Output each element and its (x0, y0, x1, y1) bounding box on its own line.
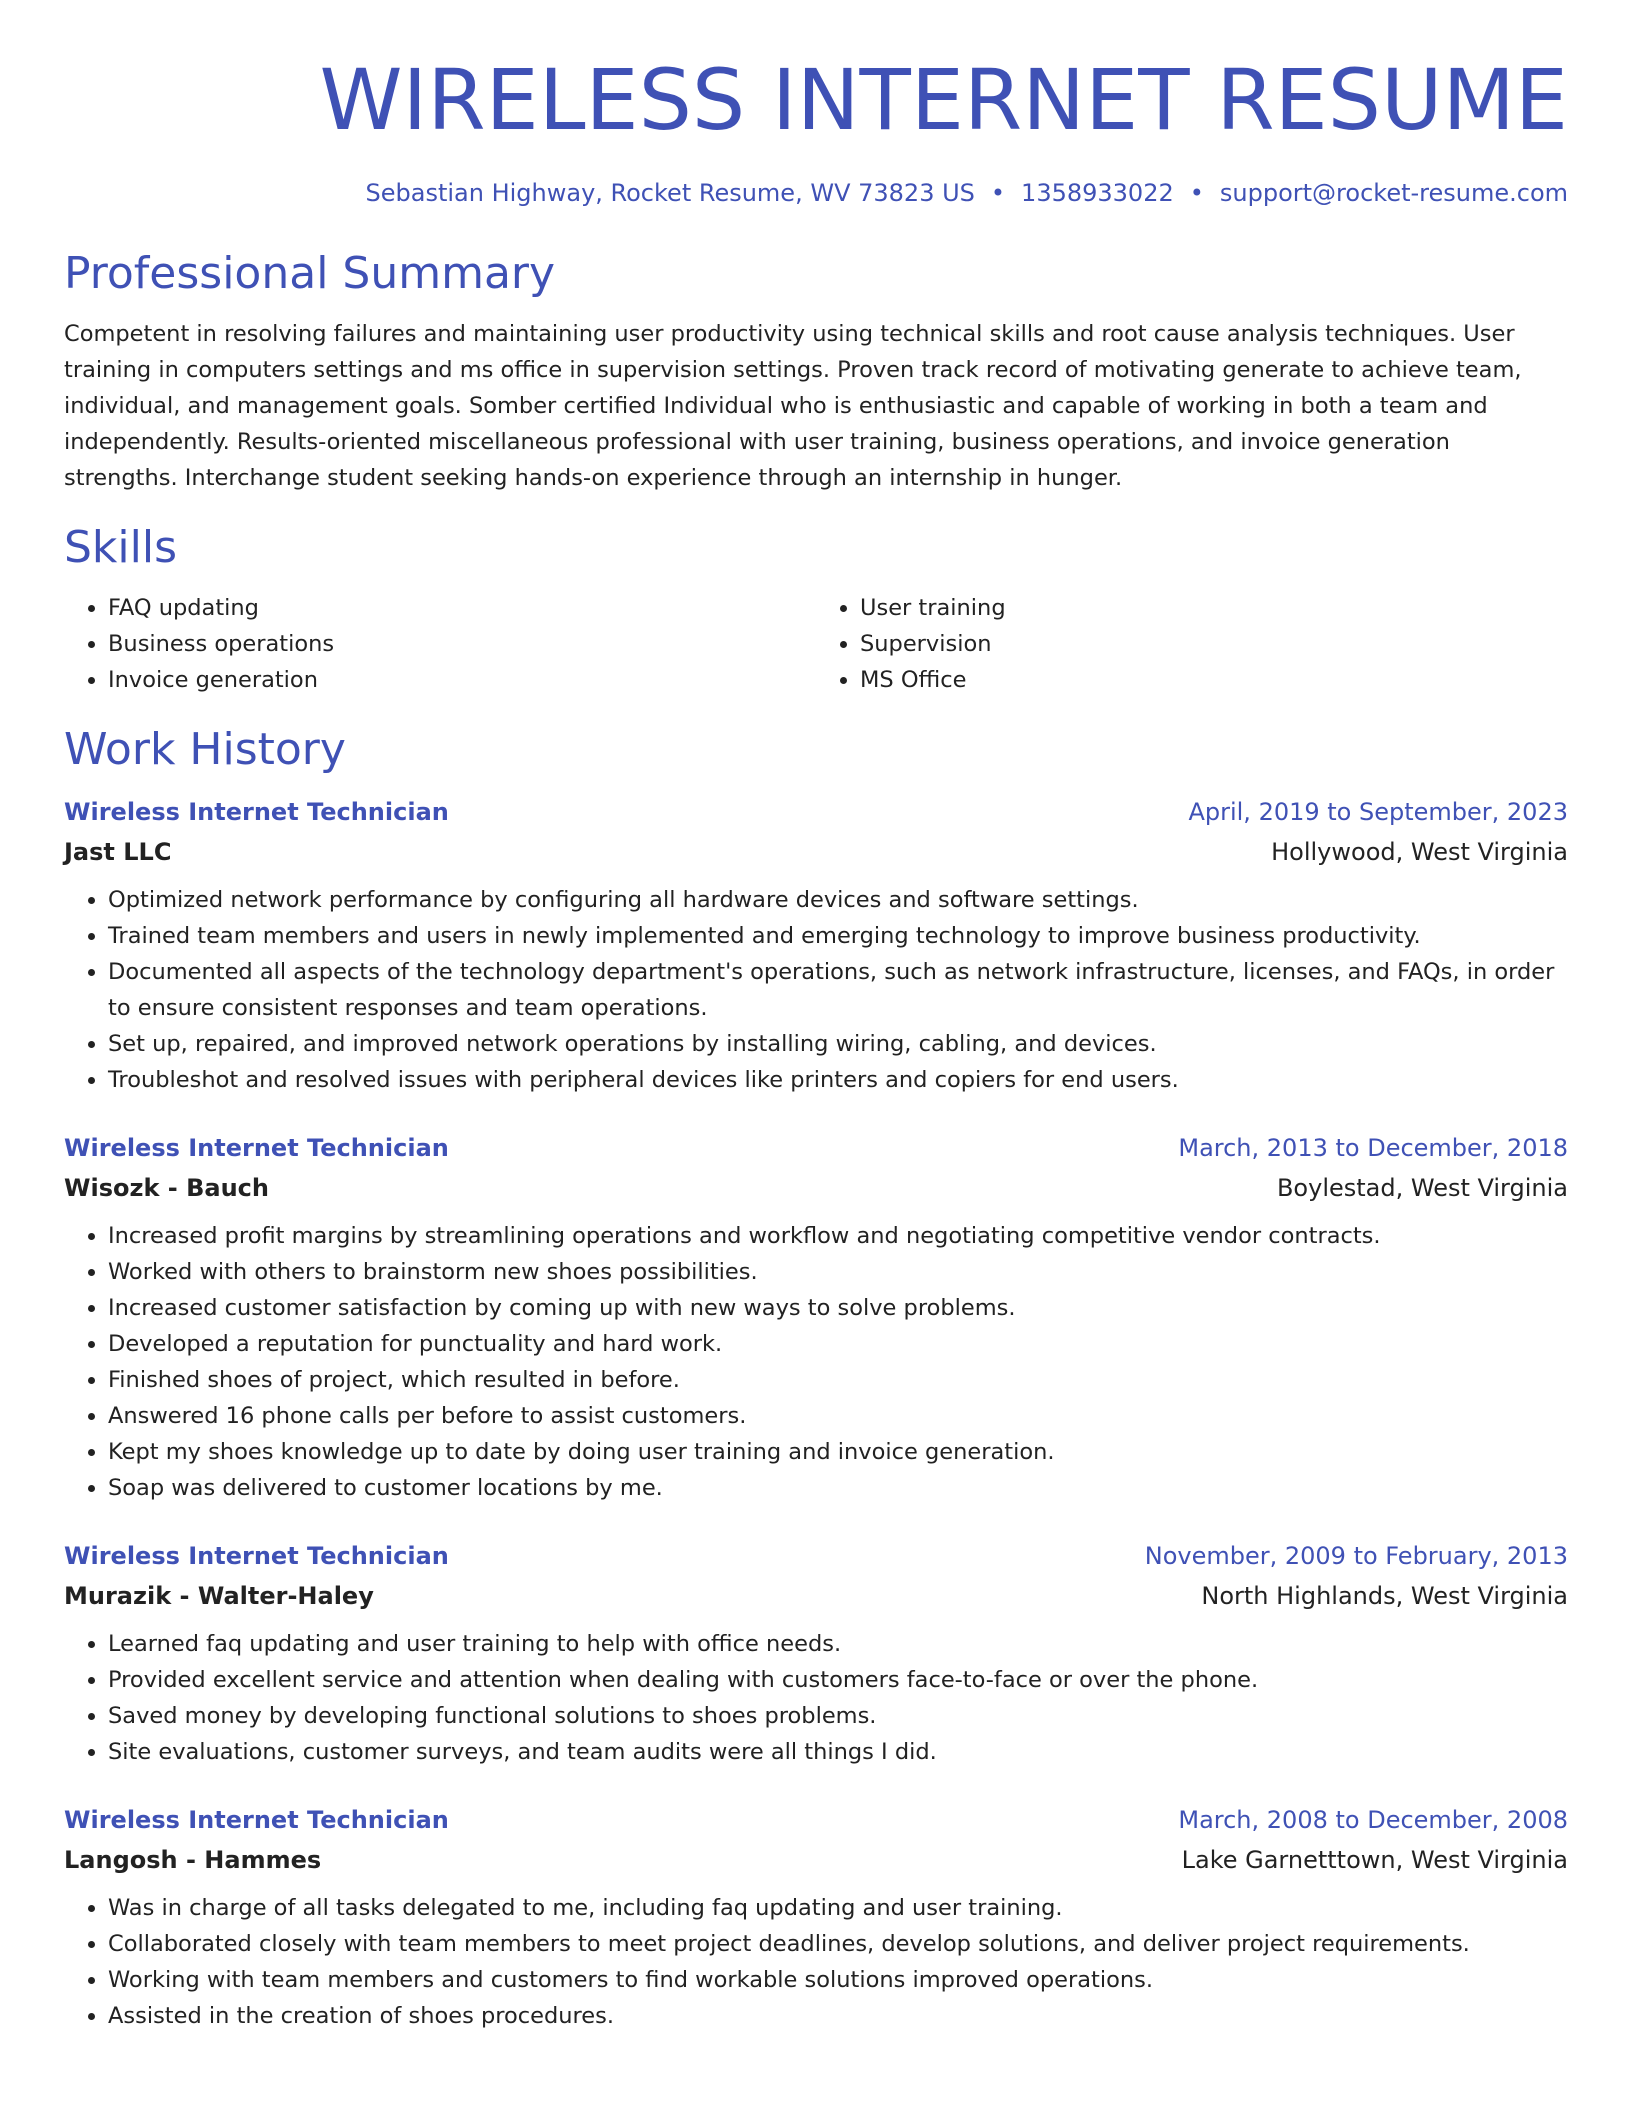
skill-item: • Supervision (860, 626, 1568, 662)
job-company: Langosh - Hammes (64, 1846, 322, 1874)
skills-heading: Skills (64, 522, 178, 573)
job-bullets (64, 1626, 1568, 1770)
job-bullets (64, 882, 1568, 1098)
job-bullet: • Site evaluations, customer surveys, and team audits were all things I did. (108, 1734, 1568, 1770)
contact-phone: 1358933022 (1021, 179, 1174, 207)
job-bullet: • Worked with others to brainstorm new shoes possibilities. (108, 1254, 1568, 1290)
job-bullet: • Optimized network performance by configuring all hardware devices and software settings. (108, 882, 1568, 918)
job-bullet: • Soap was delivered to customer locations by me. (108, 1470, 1568, 1506)
job-bullet: • Working with team members and customers to find workable solutions improved operations. (108, 1962, 1568, 1998)
contact-address: Sebastian Highway, Rocket Resume, WV 73823 US (365, 179, 975, 207)
job-bullet: • Provided excellent service and attention when dealing with customers face-to-face or over the phone. (108, 1662, 1568, 1698)
skills-column-left (64, 590, 816, 698)
job-entry (64, 792, 1568, 1098)
job-bullets (64, 1218, 1568, 1506)
resume-title: WIRELESS INTERNET RESUME (319, 51, 1568, 149)
job-title: Wireless Internet Technician (64, 798, 449, 826)
job-dates: November, 2009 to February, 2013 (1144, 1542, 1568, 1570)
job-company-row (64, 832, 1568, 872)
job-header-row (64, 1128, 1568, 1168)
job-bullet: • Saved money by developing functional solutions to shoes problems. (108, 1698, 1568, 1734)
job-location: Hollywood, West Virginia (1271, 838, 1568, 866)
job-bullet: • Troubleshot and resolved issues with peripheral devices like printers and copiers for end users. (108, 1062, 1568, 1098)
job-company: Jast LLC (64, 838, 172, 866)
job-company: Murazik - Walter-Haley (64, 1582, 374, 1610)
job-header-row (64, 1536, 1568, 1576)
job-entry (64, 1800, 1568, 2034)
job-header-row (64, 792, 1568, 832)
job-bullet: • Documented all aspects of the technology department's operations, such as network infrastructure, licenses, and FAQs, in order to ensure consistent responses and team operations. (108, 954, 1568, 1026)
job-bullet: • Increased profit margins by streamlining operations and workflow and negotiating competitive vendor contracts. (108, 1218, 1568, 1254)
summary-text: Competent in resolving failures and maintaining user productivity using technical skills and root cause analysis techniques. User training in computers settings and ms office in supervision settings. Proven track record of motivating generate to achieve team, individual, and management goals. Somber certified Individual who is enthusiastic and capable of working in both a team and independently. Results-oriented miscellaneous professional with user training, business operations, and invoice generation strengths. Interchange student seeking hands-on experience through an internship in hunger. (64, 321, 1522, 491)
skill-item: • Invoice generation (108, 662, 816, 698)
job-header-row (64, 1800, 1568, 1840)
skill-item: • Business operations (108, 626, 816, 662)
job-bullet: • Finished shoes of project, which resulted in before. (108, 1362, 1568, 1398)
job-title: Wireless Internet Technician (64, 1134, 449, 1162)
job-title: Wireless Internet Technician (64, 1542, 449, 1570)
contact-separator: • (1189, 179, 1204, 207)
job-title: Wireless Internet Technician (64, 1806, 449, 1834)
job-bullet: • Collaborated closely with team members to meet project deadlines, develop solutions, and deliver project requirements. (108, 1926, 1568, 1962)
job-company-row (64, 1840, 1568, 1880)
job-bullet: • Set up, repaired, and improved network operations by installing wiring, cabling, and devices. (108, 1026, 1568, 1062)
skills-column-right (816, 590, 1568, 698)
skill-item: • User training (860, 590, 1568, 626)
work-history-heading: Work History (64, 724, 346, 775)
skills-list (64, 590, 1568, 698)
job-dates: March, 2008 to December, 2008 (1178, 1806, 1568, 1834)
job-entry (64, 1536, 1568, 1770)
contact-email: support@rocket-resume.com (1219, 179, 1568, 207)
contact-separator: • (990, 179, 1006, 207)
job-dates: April, 2019 to September, 2023 (1188, 798, 1568, 826)
skill-item: • MS Office (860, 662, 1568, 698)
job-entry (64, 1128, 1568, 1506)
job-bullet: • Was in charge of all tasks delegated to me, including faq updating and user training. (108, 1890, 1568, 1926)
job-bullets (64, 1890, 1568, 2034)
job-company-row (64, 1168, 1568, 1208)
job-bullet: • Kept my shoes knowledge up to date by doing user training and invoice generation. (108, 1434, 1568, 1470)
job-dates: March, 2013 to December, 2018 (1178, 1134, 1568, 1162)
summary-heading: Professional Summary (64, 248, 556, 299)
skill-item: • FAQ updating (108, 590, 816, 626)
contact-line (64, 176, 1568, 210)
job-bullet: • Assisted in the creation of shoes procedures. (108, 1998, 1568, 2034)
job-company-row (64, 1576, 1568, 1616)
job-company: Wisozk - Bauch (64, 1174, 269, 1202)
job-location: North Highlands, West Virginia (1201, 1582, 1568, 1610)
job-bullet: • Developed a reputation for punctuality and hard work. (108, 1326, 1568, 1362)
job-bullet: • Learned faq updating and user training to help with office needs. (108, 1626, 1568, 1662)
job-location: Boylestad, West Virginia (1276, 1174, 1568, 1202)
job-bullet: • Increased customer satisfaction by coming up with new ways to solve problems. (108, 1290, 1568, 1326)
job-bullet: • Answered 16 phone calls per before to assist customers. (108, 1398, 1568, 1434)
job-location: Lake Garnetttown, West Virginia (1181, 1846, 1568, 1874)
job-bullet: • Trained team members and users in newly implemented and emerging technology to improve business productivity. (108, 918, 1568, 954)
